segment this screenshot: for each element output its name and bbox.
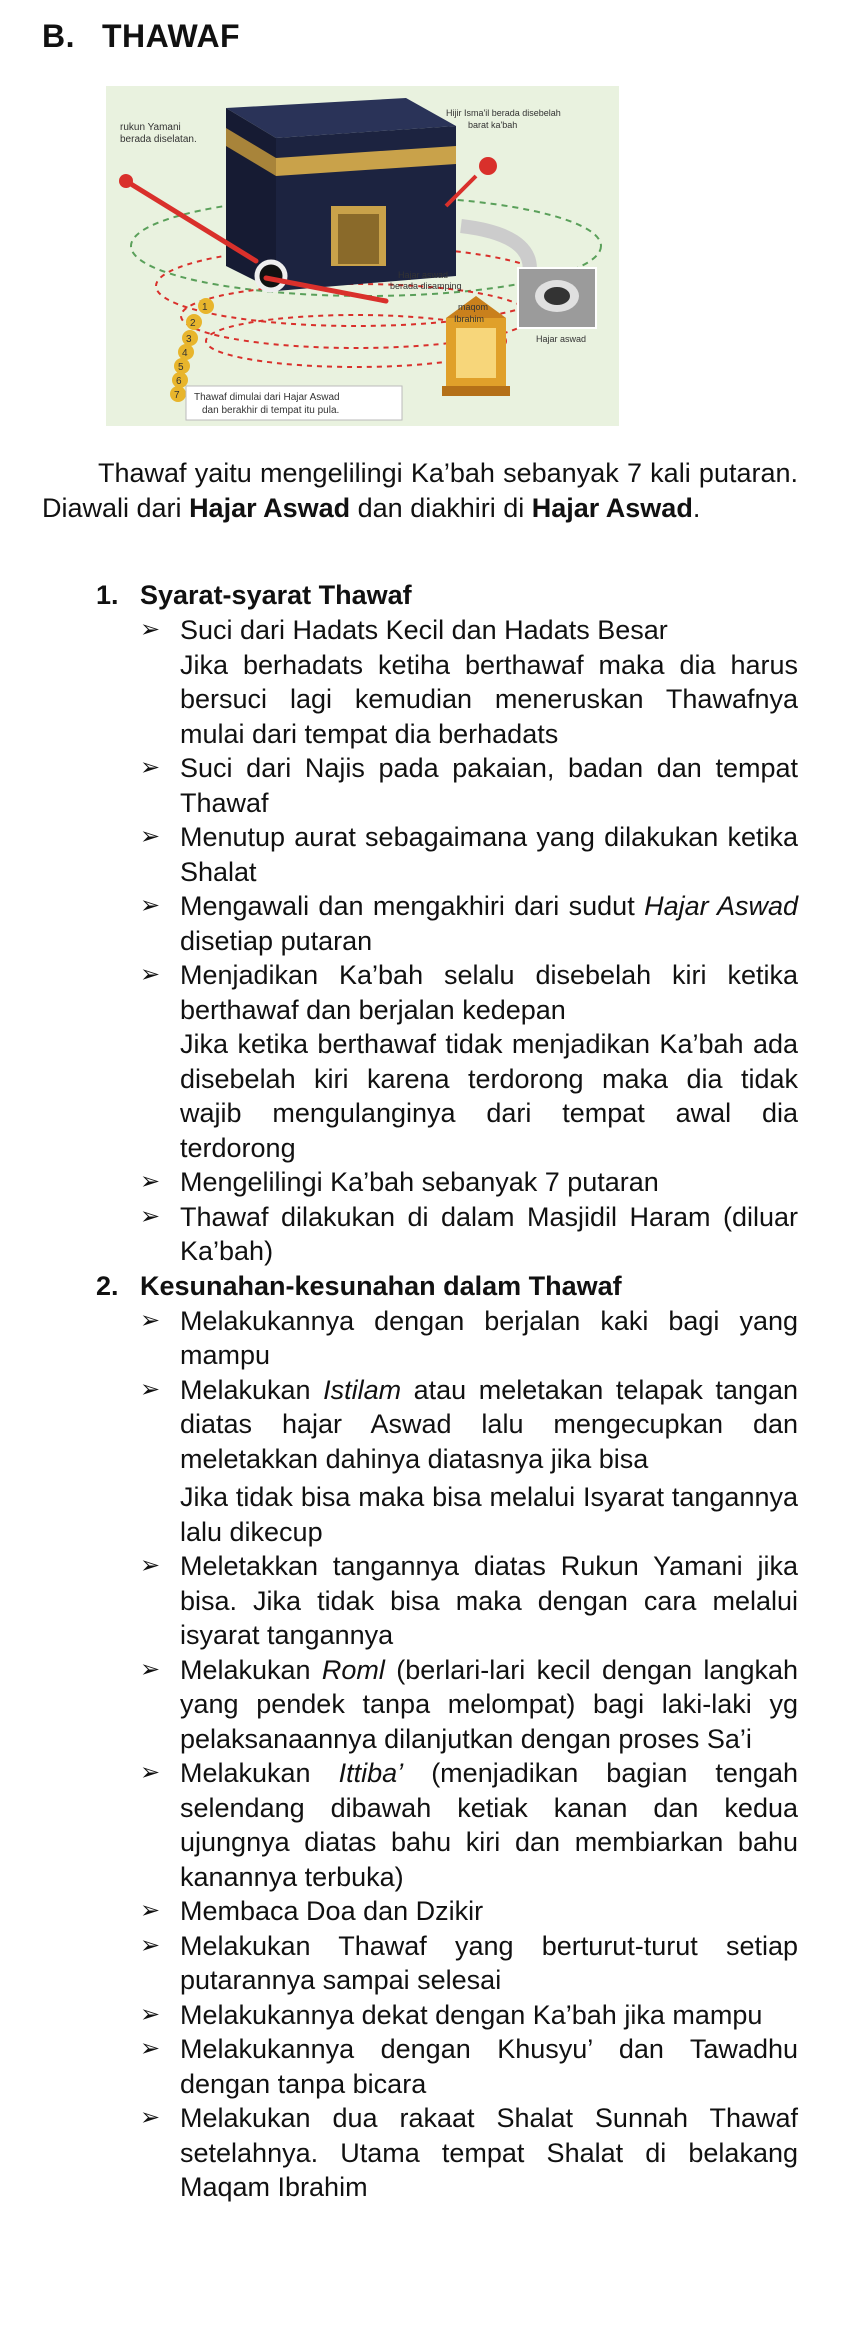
kaaba-diagram — [106, 86, 619, 426]
list-item — [140, 1165, 798, 1200]
arrow-bullet-icon: ➢ — [140, 1375, 161, 1403]
intro-bold-term: Hajar Aswad — [189, 493, 351, 523]
arrow-bullet-icon: ➢ — [140, 1931, 161, 1959]
list-item — [140, 1756, 798, 1894]
list-item — [140, 1373, 798, 1550]
list-section-title: Syarat-syarat Thawaf — [140, 580, 412, 610]
label-maqom-ibrahim: maqom — [458, 302, 489, 312]
list-item — [140, 1200, 798, 1269]
bullet-list — [0, 613, 843, 1269]
list-item-note: Jika tidak bisa maka bisa melalui Isyarat tangannya lalu dikecup — [180, 1482, 798, 1547]
section-letter: B. — [42, 18, 75, 54]
list-item-text: Melakukan — [180, 1758, 339, 1788]
list-section — [0, 578, 843, 1269]
list-item-text: disetiap putaran — [180, 925, 373, 956]
round-number: 4 — [182, 348, 188, 359]
section-title-text: THAWAF — [102, 18, 241, 54]
intro-paragraph — [42, 456, 798, 526]
arrow-bullet-icon: ➢ — [140, 823, 161, 850]
list-item-note: Jika berhadats ketiha berthawaf maka dia harus bersuci lagi kemudian meneruskan Thawafnya mulai dari tempat dia berhadats — [180, 649, 798, 749]
label-hijir-ismail: barat ka'bah — [468, 120, 518, 130]
section-title — [42, 18, 240, 55]
kaaba — [226, 98, 456, 291]
list-item-text: Melakukan dua rakaat Shalat Sunnah Thawaf setelahnya. Utama tempat Shalat di belakang Maqam Ibrahim — [180, 2103, 798, 2202]
list-item — [140, 1653, 798, 1757]
list-item-text: Suci dari Najis pada pakaian, badan dan tempat Thawaf — [180, 753, 798, 818]
list-item — [140, 1929, 798, 1998]
list-item-text: (menjadikan bagian tengah selendang dibawah ketiak kanan dan kedua ujungnya diatas bahu kiri dan membiarkan bahu kanannya terbuka) — [180, 1758, 798, 1892]
arrow-bullet-icon: ➢ — [140, 616, 161, 643]
list-item — [140, 2101, 798, 2205]
arrow-bullet-icon: ➢ — [140, 754, 161, 781]
label-hijir-ismail: Hijir Isma'il berada disebelah — [446, 108, 561, 118]
intro-text: . — [692, 493, 701, 523]
list-item-italic-term: Roml — [321, 1654, 385, 1685]
list-item-italic-term: Hajar Aswad — [644, 891, 798, 921]
list-item-text: atau meletakan telapak tangan diatas hajar Aswad lalu mengecupkan dan meletakkan dahinya diatasnya jika bisa — [180, 1374, 798, 1474]
list-item-text: Thawaf dilakukan di dalam Masjidil Haram (diluar Ka’bah) — [180, 1201, 798, 1266]
list-item-text: Mengelilingi Ka’bah sebanyak 7 putaran — [180, 1167, 659, 1197]
list-item-text: Menutup aurat sebagaimana yang dilakukan ketika Shalat — [180, 822, 798, 887]
list-item-text: Melakukan — [180, 1654, 322, 1685]
sections-list — [0, 578, 843, 2205]
list-item — [140, 1894, 798, 1929]
round-number: 2 — [190, 318, 196, 329]
list-item — [140, 751, 798, 820]
arrow-bullet-icon: ➢ — [140, 1897, 161, 1924]
list-section-number: 1. — [96, 580, 119, 610]
arrow-bullet-icon: ➢ — [140, 1168, 161, 1195]
arrow-bullet-icon: ➢ — [140, 2035, 161, 2062]
label-hajar-aswad: Hajar aswad — [536, 334, 587, 344]
list-item — [140, 1549, 798, 1653]
round-number: 5 — [178, 362, 184, 373]
list-section-title: Kesunahan-kesunahan dalam Thawaf — [140, 1270, 622, 1301]
list-item — [140, 2032, 798, 2101]
list-section-heading — [96, 1269, 843, 1304]
list-item-note: Jika ketika berthawaf tidak menjadikan Ka’bah ada disebelah kiri karena terdorong maka dia tidak wajib mengulanginya dari tempat awal dia terdorong — [180, 1029, 798, 1163]
arrow-bullet-icon: ➢ — [140, 1655, 161, 1683]
list-item — [140, 613, 798, 751]
arrow-bullet-icon: ➢ — [140, 892, 161, 919]
list-item-text: Melakukannya dengan berjalan kaki bagi yang mampu — [180, 1305, 798, 1370]
label-rukun-yamani: rukun Yamani — [120, 122, 181, 133]
arrow-bullet-icon: ➢ — [140, 961, 161, 988]
thawaf-illustration — [106, 86, 619, 426]
arrow-bullet-icon: ➢ — [140, 1759, 161, 1786]
round-number: 3 — [186, 334, 192, 345]
arrow-bullet-icon: ➢ — [140, 1202, 161, 1230]
list-item-text: Melakukannya dengan Khusyu’ dan Tawadhu dengan tanpa bicara — [180, 2034, 798, 2099]
list-section-number: 2. — [96, 1270, 119, 1301]
list-item-text: Membaca Doa dan Dzikir — [180, 1896, 484, 1926]
list-item-text: Melakukan — [180, 1374, 324, 1405]
round-number: 7 — [174, 390, 180, 401]
intro-text: Thawaf yaitu mengelilingi Ka’bah sebanyak 7 kali putaran. Diawali dari — [42, 458, 798, 523]
bullet-list — [0, 1304, 843, 2205]
round-number: 1 — [202, 302, 208, 313]
hajar-aswad-spot — [257, 262, 285, 290]
list-item — [140, 1304, 798, 1373]
list-item — [140, 889, 798, 958]
list-item-text: Suci dari Hadats Kecil dan Hadats Besar — [180, 615, 668, 645]
list-item-text: (berlari-lari kecil dengan langkah yang pendek tanpa melompat) bagi laki-laki yg pelaksanaannya dilanjutkan dengan proses Sa’i — [180, 1654, 798, 1754]
arrow-bullet-icon: ➢ — [140, 2104, 161, 2131]
list-item-text: Menjadikan Ka’bah selalu disebelah kiri ketika berthawaf dan berjalan kedepan — [180, 960, 798, 1025]
list-item-text: Meletakkan tangannya diatas Rukun Yamani jika bisa. Jika tidak bisa maka dengan cara melalui isyarat tangannya — [180, 1551, 798, 1650]
label-rukun-yamani: berada diselatan. — [120, 134, 197, 145]
list-item-italic-term: Istilam — [323, 1374, 402, 1405]
figure-caption: Thawaf dimulai dari Hajar Aswad — [194, 392, 340, 403]
arrow-bullet-icon: ➢ — [140, 1552, 161, 1579]
list-item-text: Mengawali dan mengakhiri dari sudut — [180, 891, 645, 921]
list-section-heading — [96, 578, 843, 613]
arrow-bullet-icon: ➢ — [140, 2000, 161, 2028]
list-section — [0, 1269, 843, 2205]
label-hajar-aswad-side: berada disamping — [390, 281, 462, 291]
label-maqom-ibrahim: Ibrahim — [454, 314, 485, 324]
label-hajar-aswad-side: Hajar aswad — [398, 270, 449, 280]
list-item — [140, 820, 798, 889]
list-item-text: Melakukannya dekat dengan Ka’bah jika mampu — [180, 1999, 763, 2030]
figure-caption: dan berakhir di tempat itu pula. — [202, 405, 340, 416]
list-item-text: Melakukan Thawaf yang berturut-turut setiap putarannya sampai selesai — [180, 1930, 798, 1995]
round-number: 6 — [176, 376, 182, 387]
list-item — [140, 1998, 798, 2033]
intro-bold-term: Hajar Aswad — [531, 493, 693, 523]
list-item — [140, 958, 798, 1165]
arrow-bullet-icon: ➢ — [140, 1306, 161, 1334]
list-item-italic-term: Ittiba’ — [338, 1758, 404, 1788]
intro-text: dan diakhiri di — [350, 493, 532, 523]
